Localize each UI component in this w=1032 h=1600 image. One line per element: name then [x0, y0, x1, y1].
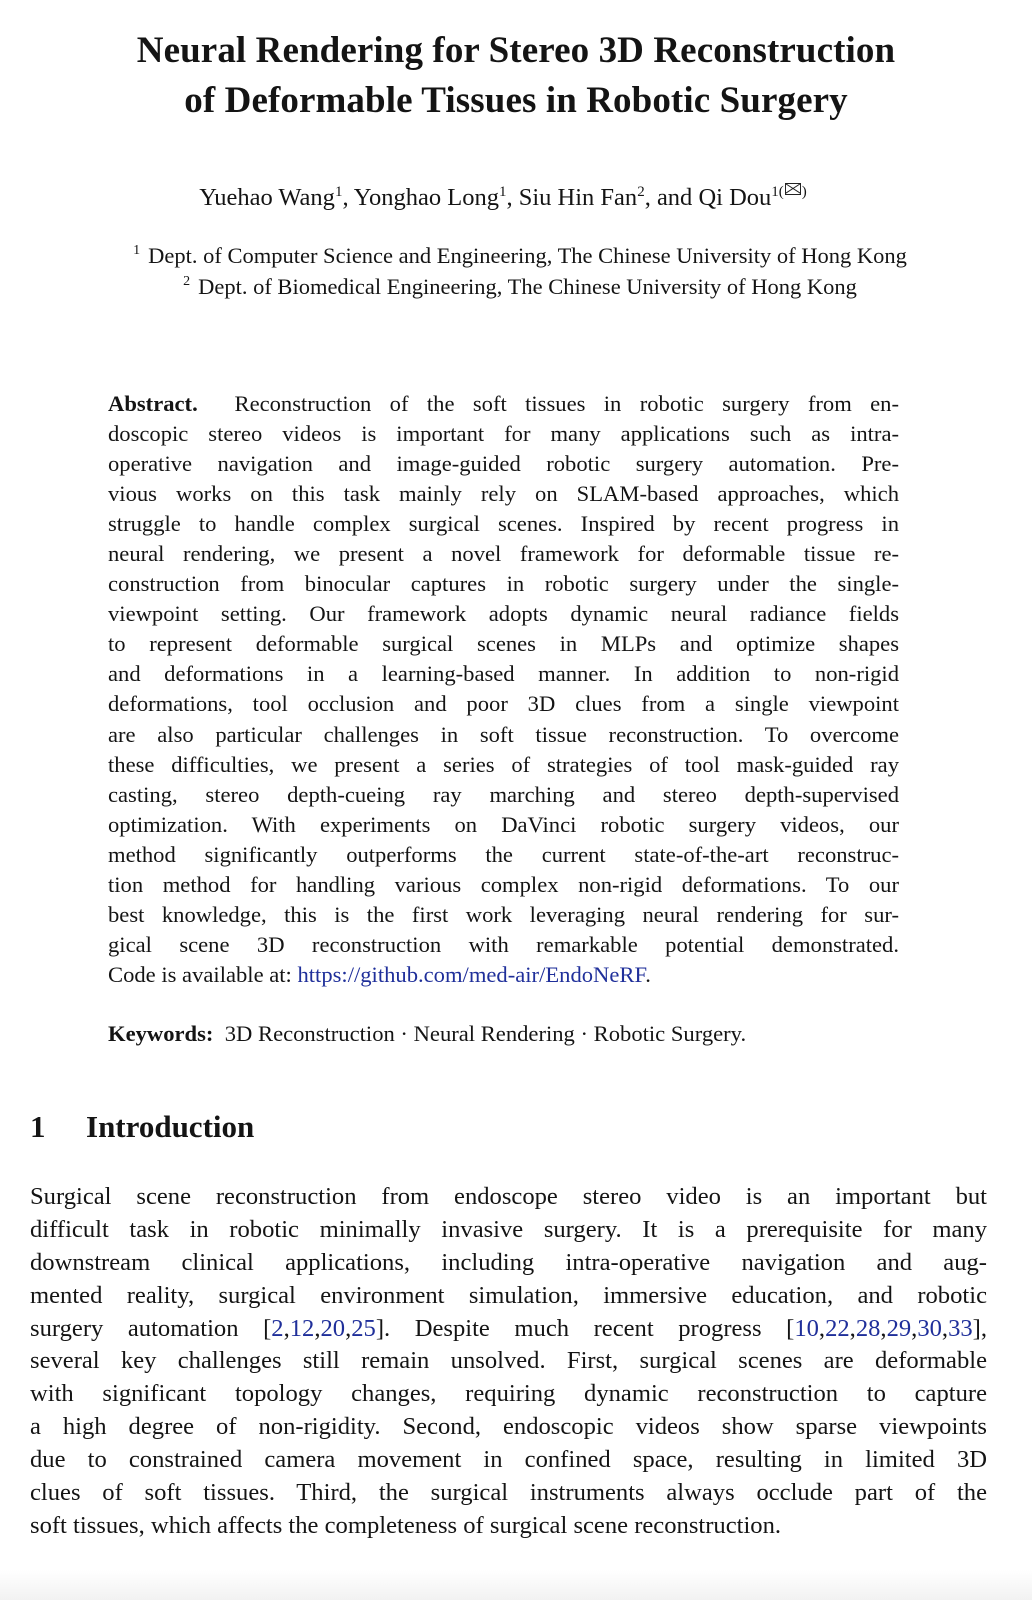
- body-text: ],: [972, 1314, 988, 1342]
- abstract-line: [108, 389, 899, 419]
- corresponding-mark: 1( ): [771, 184, 807, 200]
- abstract-line: method significantly outperforms the current state-of-the-art reconstruc-: [108, 841, 899, 867]
- affiliation-mark: 1: [133, 243, 141, 258]
- affiliation-2: [4, 272, 1032, 302]
- abstract-line: deformations, tool occlusion and poor 3D clues from a single viewpoint: [108, 691, 899, 717]
- abstract-line: neural rendering, we present a novel framework for deformable tissue re-: [108, 541, 899, 567]
- section-heading: [30, 1105, 254, 1149]
- abstract-text: Reconstruction of the soft tissues in robotic surgery from en-: [234, 391, 899, 416]
- body-line: Surgical scene reconstruction from endoscope stereo video is an important but: [30, 1183, 987, 1210]
- citation-link[interactable]: 30: [917, 1314, 942, 1342]
- abstract-line: doscopic stereo videos is important for many applications such as intra-: [108, 421, 899, 447]
- body-line: due to constrained camera movement in confined space, resulting in limited 3D: [30, 1446, 987, 1474]
- body-text: surgery automation [: [30, 1314, 272, 1342]
- citation-link[interactable]: 33: [948, 1314, 973, 1342]
- author-name: Yonghao Long: [353, 184, 499, 211]
- citation-link[interactable]: 22: [825, 1314, 850, 1342]
- keywords-text: 3D Reconstruction · Neural Rendering · Robotic Surgery.: [224, 1021, 747, 1046]
- abstract: [108, 389, 899, 990]
- abstract-line: casting, stereo depth-cueing ray marching and stereo depth-supervised: [108, 781, 899, 807]
- code-url-link[interactable]: https://github.com/med-air/EndoNeRF: [297, 961, 646, 987]
- section-title: Introduction: [86, 1109, 255, 1144]
- affiliation-mark: 2: [183, 274, 191, 289]
- keywords-label: Keywords:: [108, 1021, 214, 1046]
- abstract-line: these difficulties, we present a series of strategies of tool mask-guided ray: [108, 751, 899, 777]
- abstract-line: vious works on this task mainly rely on SLAM-based approaches, which: [108, 481, 899, 507]
- body-line: downstream clinical applications, including intra-operative navigation and aug-: [30, 1248, 987, 1276]
- keywords: [108, 1019, 908, 1049]
- code-suffix: .: [645, 961, 651, 987]
- author-separator: ,: [342, 184, 354, 211]
- intro-paragraph: [30, 1181, 987, 1543]
- citation-link[interactable]: 10: [794, 1314, 819, 1342]
- abstract-label: Abstract.: [108, 391, 198, 416]
- citation-line: surgery automation [2,12,20,25]. Despite much recent progress [10,22,28,29,30,33],: [30, 1314, 988, 1342]
- section-number: 1: [30, 1109, 46, 1144]
- abstract-line: operative navigation and image-guided robotic surgery automation. Pre-: [108, 451, 899, 477]
- citation-link[interactable]: 2: [271, 1314, 284, 1342]
- body-line: with significant topology changes, requiring dynamic reconstruction to capture: [30, 1380, 987, 1408]
- citation-link[interactable]: 12: [289, 1314, 315, 1342]
- author-name: Siu Hin Fan: [518, 184, 638, 211]
- abstract-line: optimization. With experiments on DaVinci robotic surgery videos, our: [108, 811, 899, 837]
- abstract-line: struggle to handle complex surgical scenes. Inspired by recent progress in: [108, 511, 899, 537]
- abstract-line: to represent deformable surgical scenes in MLPs and optimize shapes: [108, 631, 899, 657]
- code-prefix: Code is available at:: [108, 961, 298, 987]
- abstract-line: tion method for handling various complex non-rigid deformations. To our: [108, 871, 899, 897]
- abstract-line: best knowledge, this is the first work leveraging neural rendering for sur-: [108, 901, 899, 927]
- author-name: Qi Dou: [698, 184, 772, 211]
- abstract-line: gical scene 3D reconstruction with remarkable potential demonstrated.: [108, 931, 899, 957]
- citation-link[interactable]: 20: [320, 1314, 346, 1342]
- citation-link[interactable]: 29: [886, 1314, 912, 1342]
- author-separator: ,: [506, 184, 519, 211]
- author-name: Yuehao Wang: [199, 184, 335, 211]
- author-list: [0, 182, 1006, 214]
- title-line-2: of Deformable Tissues in Robotic Surgery: [184, 80, 848, 121]
- body-line: difficult task in robotic minimally invasive surgery. It is a prerequisite for many: [30, 1215, 987, 1243]
- author-affil-mark: 1: [334, 184, 343, 200]
- citation-link[interactable]: 28: [855, 1314, 881, 1342]
- author-affil-mark: 1: [771, 184, 779, 200]
- paper-title: [0, 26, 1032, 126]
- abstract-line: and deformations in a learning-based manner. In addition to non-rigid: [108, 661, 899, 687]
- body-line: clues of soft tissues. Third, the surgical instruments always occlude part of the: [30, 1479, 987, 1507]
- body-line: mented reality, surgical environment simulation, immersive education, and robotic: [30, 1281, 987, 1309]
- author-affil-mark: 2: [637, 184, 645, 200]
- title-line-1: Neural Rendering for Stereo 3D Reconstruction: [136, 30, 896, 71]
- page-bottom-fade: [0, 1570, 1032, 1600]
- body-line: a high degree of non-rigidity. Second, endoscopic videos show sparse viewpoints: [30, 1413, 987, 1441]
- abstract-code-line: [108, 960, 899, 990]
- abstract-line: viewpoint setting. Our framework adopts dynamic neural radiance fields: [108, 601, 899, 627]
- body-line: several key challenges still remain unsolved. First, surgical scenes are deformable: [30, 1347, 987, 1375]
- affiliation-text: Dept. of Biomedical Engineering, The Chinese University of Hong Kong: [198, 274, 857, 299]
- affiliation-text: Dept. of Computer Science and Engineering, The Chinese University of Hong Kong: [148, 243, 907, 268]
- body-text: ]. Despite much recent progress [: [375, 1314, 795, 1342]
- envelope-icon: [785, 183, 801, 195]
- affiliation-1: [4, 241, 1032, 271]
- body-line: soft tissues, which affects the completeness of surgical scene reconstruction.: [30, 1511, 782, 1539]
- author-separator: , and: [644, 184, 699, 211]
- author-affil-mark: 1: [499, 184, 507, 200]
- abstract-line: are also particular challenges in soft tissue reconstruction. To overcome: [108, 721, 899, 747]
- abstract-line: construction from binocular captures in robotic surgery under the single-: [108, 571, 899, 597]
- citation-link[interactable]: 25: [351, 1314, 376, 1342]
